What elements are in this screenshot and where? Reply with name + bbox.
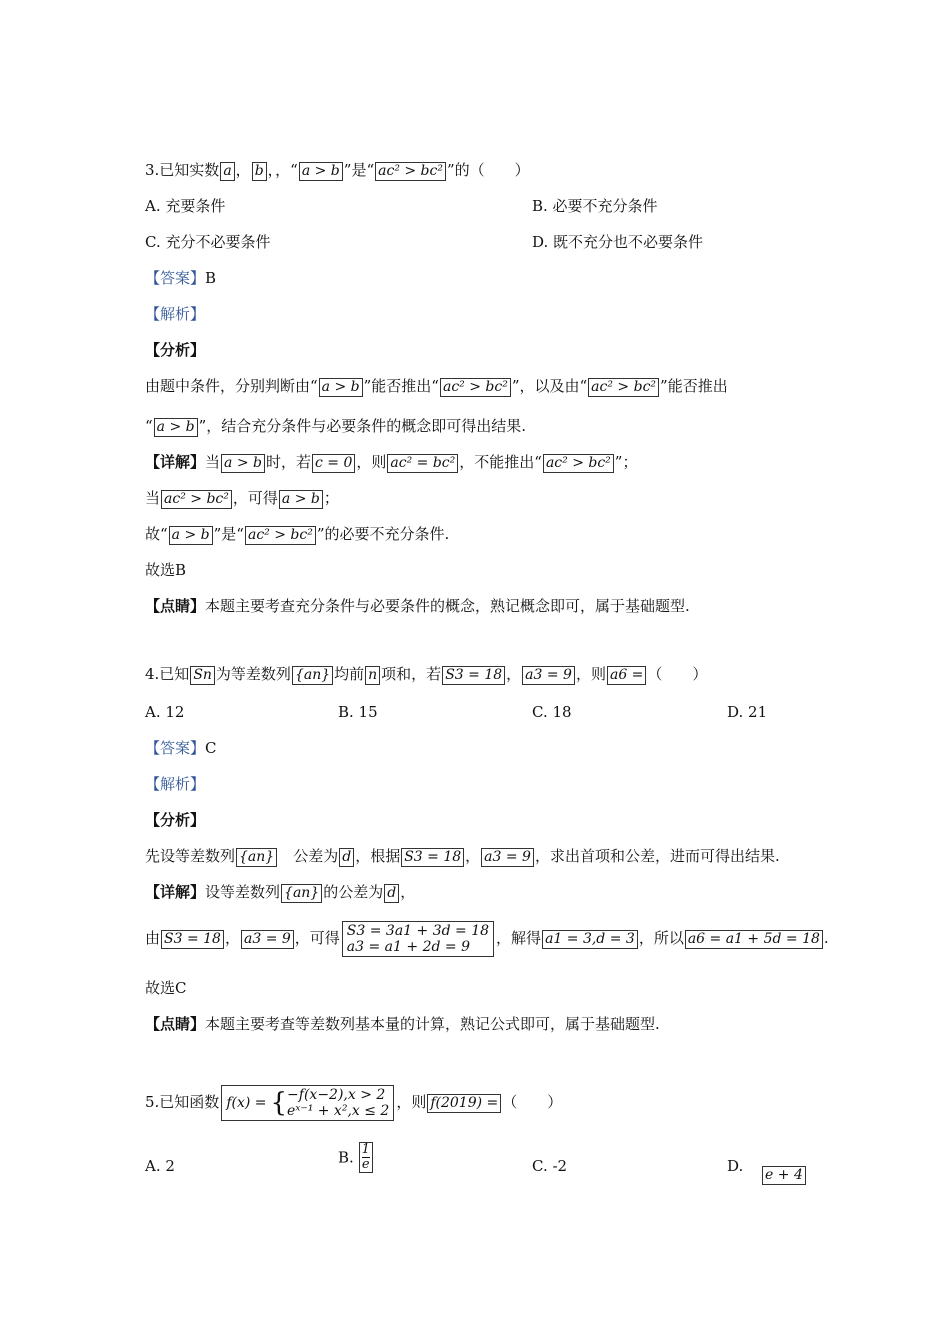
q3-stem: 3.已知实数 a ， b ，，“ a > b ”是“ ac² > bc² ”的（ ） [145, 161, 530, 179]
math-solution: a1 = 3,d = 3 [542, 930, 638, 949]
q4-option-a: A. 12 [145, 703, 185, 721]
q4-choose: 故选C [145, 979, 187, 997]
q3-fenxi-heading: 【分析】 [145, 341, 206, 359]
math-an-seq: {an} [292, 666, 333, 685]
math-f2019: f(2019) = [427, 1094, 501, 1113]
math-ac2-gt-bc2: ac² > bc² [245, 526, 316, 545]
q5-option-a: A. 2 [145, 1157, 175, 1175]
math-a3-eq-9: a3 = 9 [522, 666, 575, 685]
q3-option-d: D. 既不充分也不必要条件 [532, 233, 704, 251]
math-a6-eq: a6 = [607, 666, 646, 685]
case-row-2: eˣ⁻¹ + x²,x ≤ 2 [287, 1103, 390, 1119]
brace-icon: { [270, 1088, 288, 1118]
q3-jiexi-heading: 【解析】 [145, 305, 206, 323]
math-a-gt-b: a > b [279, 490, 323, 509]
equation-system [342, 921, 494, 957]
q4-detail-line2: 由 S3 = 18 ， a3 = 9 ，可得 S3 = 3a1 + 3d = 18 a3 = a1 + 2d = 9 ，解得 a1 = 3,d = 3 ，所以 a6 = a1 + 5d = 18 . [145, 923, 829, 955]
math-ac2-gt-bc2: ac² > bc² [588, 378, 659, 397]
math-ac2-gt-bc2: ac² > bc² [440, 378, 511, 397]
math-a-gt-b: a > b [154, 418, 198, 437]
equation-row-2: a3 = a1 + 2d = 9 [346, 939, 470, 955]
math-a-gt-b: a > b [221, 454, 265, 473]
q5-option-b: B. $\frac{1}{e}$ [338, 1142, 373, 1173]
q4-option-b: B. 15 [338, 703, 378, 721]
q3-answer: 【答案】B [145, 269, 217, 287]
q5-option-d: D. e + 4 [727, 1156, 807, 1177]
math-d: d [339, 848, 354, 867]
math-a-gt-b: a > b [169, 526, 213, 545]
q3-detail-line2: 当 ac² > bc² ，可得 a > b ； [145, 489, 339, 507]
math-n: n [365, 666, 380, 685]
fraction-1-over-e: $\frac{1}{e}$ [359, 1142, 373, 1173]
q3-choose: 故选B [145, 561, 187, 579]
equation-row-1: S3 = 3a1 + 3d = 18 [346, 923, 490, 939]
math-a3-eq-9: a3 = 9 [481, 848, 534, 867]
math-S3-eq-18: S3 = 18 [442, 666, 505, 685]
q4-stem: 4.已知 Sn 为等差数列 {an} 均前 n 项和，若 S3 = 18 ， a3 = 9 ，则 a6 = （ ） [145, 665, 708, 683]
q3-note: 【点睛】本题主要考查充分条件与必要条件的概念，熟记概念即可，属于基础题型. [145, 597, 690, 615]
piecewise-function: f(x) = { −f(x−2),x > 2 eˣ⁻¹ + x²,x ≤ 2 [221, 1085, 394, 1121]
q3-detail-line1: 【详解】当 a > b 时，若 c = 0 ，则 ac² = bc² ，不能推出“ ac² > bc² ”； [145, 453, 638, 471]
q4-option-c: C. 18 [532, 703, 572, 721]
math-a: a [220, 162, 234, 181]
math-an-seq: {an} [281, 884, 322, 903]
q3-option-a: A. 充要条件 [145, 197, 226, 215]
q4-jiexi-heading: 【解析】 [145, 775, 206, 793]
math-ac2-eq-bc2: ac² = bc² [387, 454, 458, 473]
q3-detail-line3: 故“ a > b ”是“ ac² > bc² ”的必要不充分条件. [145, 525, 450, 543]
math-b: b [252, 162, 267, 181]
q4-analysis-line: 先设等差数列 {an} 公差为 d ，根据 S3 = 18 ， a3 = 9 ，求出首项和公差，进而可得出结果. [145, 847, 780, 865]
math-e-plus-4: e + 4 [762, 1166, 806, 1185]
math-an-seq: {an} [236, 848, 277, 867]
math-S3-eq-18: S3 = 18 [161, 930, 224, 949]
math-ac2-gt-bc2: ac² > bc² [543, 454, 614, 473]
math-ac2-gt-bc2: ac² > bc² [161, 490, 232, 509]
math-a3-eq-9: a3 = 9 [241, 930, 294, 949]
math-S3-eq-18: S3 = 18 [401, 848, 464, 867]
q4-detail-line1: 【详解】设等差数列 {an} 的公差为 d ， [145, 883, 416, 901]
q4-note: 【点睛】本题主要考查等差数列基本量的计算，熟记公式即可，属于基础题型. [145, 1015, 660, 1033]
math-c-eq-0: c = 0 [312, 454, 355, 473]
math-a-gt-b: a > b [299, 162, 343, 181]
q4-option-d: D. 21 [727, 703, 768, 721]
q4-answer: 【答案】C [145, 739, 217, 757]
math-ac2-gt-bc2: ac² > bc² [375, 162, 446, 181]
q3-option-c: C. 充分不必要条件 [145, 233, 271, 251]
q3-analysis-line1: 由题中条件，分别判断由“ a > b ”能否推出“ ac² > bc² ”，以及由“ ac² > bc² ”能否推出 [145, 377, 728, 395]
q3-option-b: B. 必要不充分条件 [532, 197, 658, 215]
math-a6-value: a6 = a1 + 5d = 18 [685, 930, 823, 949]
math-a-gt-b: a > b [319, 378, 363, 397]
math-Sn: Sn [190, 666, 215, 685]
q3-analysis-line2: “ a > b ”，结合充分条件与必要条件的概念即可得出结果. [145, 417, 527, 435]
math-d: d [384, 884, 399, 903]
q5-option-c: C. -2 [532, 1157, 568, 1175]
case-row-1: −f(x−2),x > 2 [287, 1087, 386, 1103]
q4-fenxi-heading: 【分析】 [145, 811, 206, 829]
q5-stem: 5.已知函数 f(x) = { −f(x−2),x > 2 eˣ⁻¹ + x²,x ≤ 2 ，则 f(2019) = （ ） [145, 1087, 563, 1119]
